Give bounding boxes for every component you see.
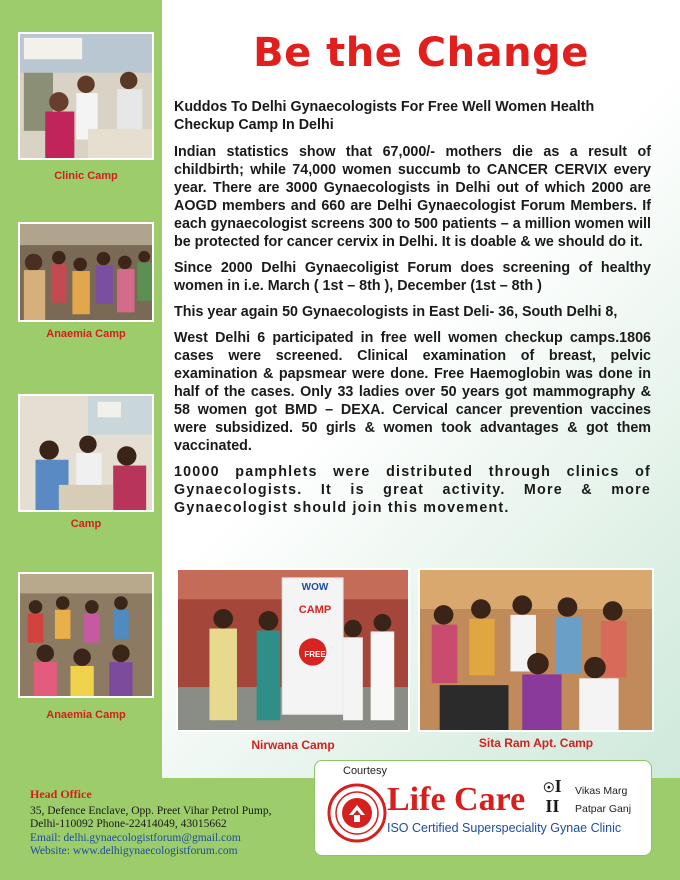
camp-photo (18, 394, 154, 512)
head-office-heading: Head Office (30, 787, 92, 801)
sponsor-location-1: Vikas Marg (575, 785, 628, 797)
clinic-camp-photo (18, 32, 154, 160)
clinic-camp-caption: Clinic Camp (54, 170, 118, 182)
address-line-2: Delhi-110092 Phone-22414049, 43015662 (30, 818, 227, 830)
anaemia-camp-photo-1 (18, 222, 154, 322)
anaemia-camp-photo-2 (18, 572, 154, 698)
page-title: Be the Change (253, 30, 589, 76)
article-paragraph-participants: This year again 50 Gynaecologists in East Deli- 36, South Delhi 8, (174, 304, 618, 320)
anaemia-camp-caption-2: Anaemia Camp (46, 709, 126, 721)
email-link[interactable]: Email: delhi.gynaecologistforum@gmail.com (30, 831, 241, 844)
article-body (174, 98, 651, 525)
article-paragraph-history: Since 2000 Delhi Gynaecoligist Forum does screening of healthy women in i.e. March ( 1st – 8th ), December (1st – 8th ) (174, 260, 651, 294)
head-office-block (30, 788, 320, 859)
banner-free-text: FREE (304, 650, 326, 659)
life-care-logo-icon (327, 783, 387, 843)
sponsor-roman-2: II (545, 796, 560, 816)
sponsor-tagline: ISO Certified Superspeciality Gynae Clinic (387, 821, 622, 835)
courtesy-label: Courtesy (343, 765, 388, 777)
nirwana-camp-caption: Nirwana Camp (251, 738, 335, 752)
sponsor-box (314, 760, 652, 856)
article-headline: Kuddos To Delhi Gynaecologists For Free Well Women Health Checkup Camp In Delhi (174, 99, 595, 133)
website-link[interactable]: Website: www.delhigynaecologistforum.com (30, 845, 238, 857)
article-paragraph-results: West Delhi 6 participated in free well women checkup camps.1806 cases were screened. Clinical examination of breast, pelvic examination & papsmear were done. Free Haemoglobin was done in half of the cases. Only 33 ladies over 50 years got mammography & 58 women got BMD – DEXA. Cervical cancer prevention vaccines were subsidized. 50 girls & women took advantages & got them vaccinated. (174, 330, 651, 454)
camp-caption: Camp (70, 518, 102, 530)
sponsor-roman-numerals (543, 777, 562, 816)
anaemia-camp-caption-1: Anaemia Camp (46, 328, 126, 340)
article-paragraph-pamphlets: 10000 pamphlets were distributed through clinics of Gynaecologists. It is great activity. More & more Gynaecologist should join this movement. (174, 464, 651, 516)
sponsor-location-2: Patpar Ganj (575, 803, 632, 815)
sponsor-name: Life Care (387, 781, 526, 818)
sita-ram-camp-photo (418, 568, 654, 732)
sponsor-roman-1: ☉I (543, 776, 562, 796)
nirwana-camp-photo (176, 568, 410, 732)
circle-dot-icon: ☉ (543, 780, 555, 795)
sita-ram-camp-caption: Sita Ram Apt. Camp (478, 736, 594, 750)
address-line-1: 35, Defence Enclave, Opp. Preet Vihar Petrol Pump, (30, 804, 272, 817)
article-paragraph-statistics: Indian statistics show that 67,000/- mothers die as a result of childbirth; while 74,000 women succumb to CANCER CERVIX every year. There are 3000 Gynaecologists in Delhi out of which 2000 are AOGD members and 660 are Delhi Gynaecologist Forum Members. If each gynaecologist screens 300 to 500 patients – a million women will be protected for cancer cervix in Delhi. It is doable & we should do it. (174, 144, 651, 250)
banner-camp-text: CAMP (298, 604, 332, 616)
banner-wow-text: WOW (301, 582, 329, 593)
